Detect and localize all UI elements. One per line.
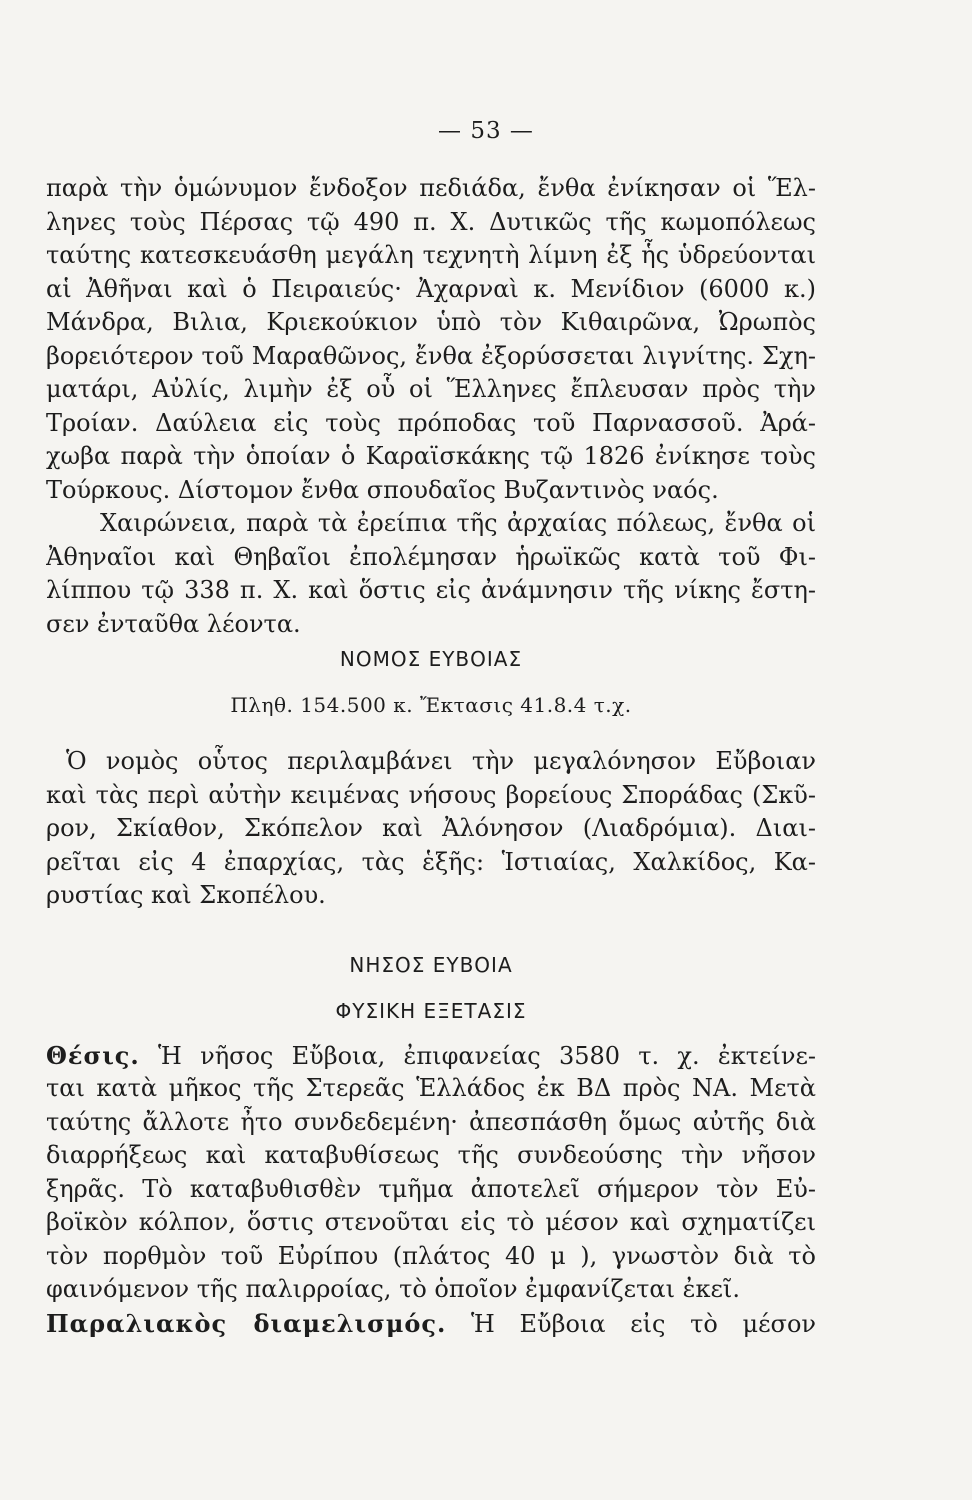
text-line: Ὁ νομὸς οὗτος περιλαμβάνει τὴν μεγαλόνησον Εὔβοιαν <box>66 747 816 775</box>
stats-line: Πληθ. 154.500 κ. Ἔκτασις 41.8.4 τ.χ. <box>230 693 632 717</box>
section-heading-physical: ΦΥΣΙΚΗ ΕΞΕΤΑΣΙΣ <box>335 998 527 1023</box>
text-line: Τροίαν. Δαύλεια εἰς τοὺς πρόποδας τοῦ Παρνασσοῦ. Ἀρά- <box>46 408 816 437</box>
text-line: σεν ἐνταῦθα λέοντα. <box>46 609 301 638</box>
text-line <box>46 1039 816 1073</box>
text-fragment: Ἡ νῆσος Εὔβοια, ἐπιφανείας 3580 τ. χ. ἐκτείνε- <box>139 1041 816 1070</box>
text-line: διαρρήξεως καὶ καταβυθίσεως τῆς συνδεούσης τὴν νῆσον <box>46 1141 816 1169</box>
text-line: παρὰ τὴν ὁμώνυμον ἔνδοξον πεδιάδα, ἔνθα ἐνίκησαν οἱ Ἕλ- <box>46 174 816 202</box>
text-line: ματάρι, Αὐλίς, λιμὴν ἐξ οὗ οἱ Ἕλληνες ἔπλευσαν πρὸς τὴν <box>46 375 816 403</box>
text-line: καὶ τὰς περὶ αὐτὴν κειμένας νήσους βορείους Σποράδας (Σκῦ- <box>46 780 816 809</box>
text-line: ρεῖται εἰς 4 ἐπαρχίας, τὰς ἑξῆς: Ἱστιαίας, Χαλκίδος, Κα- <box>46 847 816 876</box>
text-line: Ἀθηναῖοι καὶ Θηβαῖοι ἐπολέμησαν ἡρωϊκῶς κατὰ τοῦ Φι- <box>46 542 816 571</box>
text-line: βοϊκὸν κόλπον, ὅστις στενοῦται εἰς τὸ μέσον καὶ σχηματίζει <box>46 1208 816 1236</box>
text-line: Τούρκους. Δίστομον ἔνθα σπουδαῖος Βυζαντινὸς ναός. <box>46 475 719 504</box>
text-line: ληνες τοὺς Πέρσας τῷ 490 π. Χ. Δυτικῶς τῆς κωμοπόλεως <box>46 207 816 236</box>
text-line: Χαιρώνεια, παρὰ τὰ ἐρείπια τῆς ἀρχαίας πόλεως, ἔνθα οἱ <box>100 509 816 537</box>
text-line: φαινόμενον τῆς παλιρροίας, τὸ ὁποῖον ἐμφανίζεται ἐκεῖ. <box>46 1275 740 1303</box>
text-line: ρον, Σκίαθον, Σκόπελον καὶ Ἀλόνησον (Λιαδρόμια). Διαι- <box>46 814 816 842</box>
text-line: τὸν πορθμὸν τοῦ Εὐρίπου (πλάτος 40 μ ), γνωστὸν διὰ τὸ <box>46 1241 816 1270</box>
text-line: λίππου τῷ 338 π. Χ. καὶ ὅστις εἰς ἀνάμνησιν τῆς νίκης ἔστη- <box>46 576 816 604</box>
page-number: — 53 — <box>438 118 534 144</box>
section-heading-nisos: ΝΗΣΟΣ ΕΥΒΟΙΑ <box>349 952 513 977</box>
paragraph-lead-coastline: Παραλιακὸς διαμελισμός. <box>46 1308 447 1338</box>
text-line: βορειότερον τοῦ Μαραθῶνος, ἔνθα ἐξορύσσεται λιγνίτης. Σχη- <box>46 341 816 370</box>
text-fragment: Ἡ Εὔβοια εἰς τὸ μέσον <box>446 1309 816 1338</box>
text-line: ταύτης κατεσκευάσθη μεγάλη τεχνητὴ λίμνη ἐξ ἧς ὑδρεύονται <box>46 241 816 269</box>
section-heading-nomos: ΝΟΜΟΣ ΕΥΒΟΙΑΣ <box>339 647 523 671</box>
body-text <box>46 172 816 1340</box>
text-line <box>46 1307 816 1341</box>
paragraph-lead-thesis: Θέσις. <box>46 1040 140 1070</box>
text-line: ται κατὰ μῆκος τῆς Στερεᾶς Ἑλλάδος ἐκ ΒΔ πρὸς ΝΑ. Μετὰ <box>46 1074 816 1102</box>
text-line: ξηρᾶς. Τὸ καταβυθισθὲν τμῆμα ἀποτελεῖ σήμερον τὸν Εὐ- <box>46 1174 816 1203</box>
text-line: χωβα παρὰ τὴν ὁποίαν ὁ Καραϊσκάκης τῷ 1826 ἐνίκησε τοὺς <box>46 442 816 470</box>
text-line: αἱ Ἀθῆναι καὶ ὁ Πειραιεύς· Ἀχαρναὶ κ. Μενίδιον (6000 κ.) <box>46 274 816 303</box>
text-line: Μάνδρα, Βιλια, Κριεκούκιον ὑπὸ τὸν Κιθαιρῶνα, Ὠρωπὸς <box>46 308 816 336</box>
text-line: ταύτης ἄλλοτε ἦτο συνδεδεμένη· ἀπεσπάσθη ὅμως αὐτῆς διὰ <box>46 1107 816 1136</box>
text-line: ρυστίας καὶ Σκοπέλου. <box>46 881 326 909</box>
